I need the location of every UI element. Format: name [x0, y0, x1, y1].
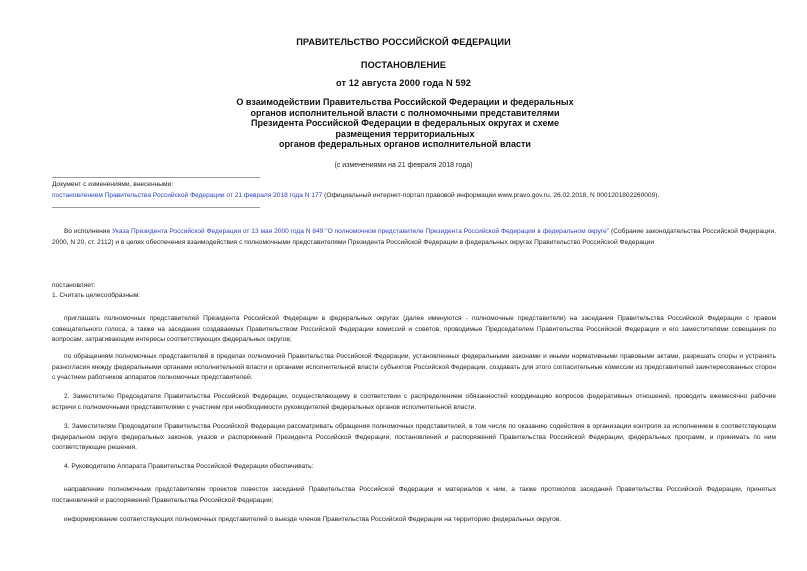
- date-number: от 12 августа 2000 года N 592: [335, 78, 472, 88]
- title-line: органов федеральных органов исполнительной власти: [279, 139, 531, 150]
- clause-4a: направление полномочным представителям проектов повесток заседаний Правительства Российской Федерации и материалов к ним, а также протоколов заседаний Правительства Российской Федерации, принятых постановлений и распоряжений Правительства Российской Федерации;: [52, 486, 776, 504]
- intro-before: Во исполнение: [64, 228, 112, 235]
- title-line: размещения территориальных: [335, 128, 475, 139]
- divider-bottom: [52, 207, 260, 208]
- document-title: [150, 97, 660, 150]
- doc-note-line: [52, 192, 659, 199]
- doc-note-heading: Документ с изменениями, внесенными:: [52, 181, 174, 188]
- decree-link[interactable]: Указа Президента Российской Федерации от 13 мая 2000 года N 849 "О полномочном представителе Президента Российской Федерации в федеральном округе": [112, 228, 610, 235]
- clause-1-heading: 1. Считать целесообразным:: [52, 292, 141, 299]
- clause-1a: приглашать полномочных представителей Президента Российской Федерации в федеральных округах (далее именуются - полномочные представители) на заседания Правительства Российской Федерации с правом совещательного голоса, а также на заседания создаваемых Правительством Российской Федерации комиссий и советов, проводимые Председателем Правительства Российской Федерации и его заместителями совещания по вопросам, затрагивающим интересы соответствующих федеральных округов;: [52, 315, 776, 344]
- divider-top: [52, 177, 260, 178]
- clause-2: 2. Заместителю Председателя Правительства Российской Федерации, осуществляющему в соответствии с распределением обязанностей координацию вопросов федеративных отношений, проводить ежемесячно рабочие встречи с полномочными представителями с участием при необходимости руководителей федеральных органов исполнительной власти.: [52, 393, 776, 411]
- document-type: ПОСТАНОВЛЕНИЕ: [360, 60, 447, 70]
- amendment-link[interactable]: постановлением Правительства Российской Федерации от 21 февраля 2018 года N 177: [52, 192, 323, 199]
- intro-after: (Собрание законодательства Российской Федерации, 2000, N 20, ст. 2112) и в целях обеспечения взаимодействия с полномочными представителями Президента Российской Федерации в федеральных округах Правительство Российской Федерации: [52, 228, 776, 246]
- clause-4-heading: 4. Руководителю Аппарата Правительства Российской Федерации обеспечивать:: [64, 463, 314, 470]
- clause-4b: информирование соответствующих полномочных представителей о выезде членов Правительства Российской Федерации на территорию федеральных округов.: [64, 516, 562, 523]
- title-line: Президента Российской Федерации в федеральных округах и схеме: [251, 118, 559, 129]
- clause-1b: по обращениям полномочных представителей в пределах полномочий Правительства Российской Федерации, установленных федеральными законами и иными нормативными правовыми актами, разрешать споры и устранять разногласия между федеральными органами исполнительной власти и органами исполнительной власти субъектов Российской Федерации, создавать для этого согласительные комиссии из представителей заинтересованных сторон с участием работников аппаратов полномочных представителей.: [52, 353, 776, 382]
- intro-paragraph: [52, 227, 776, 248]
- title-line: О взаимодействии Правительства Российской Федерации и федеральных: [236, 97, 574, 107]
- changes-note: (с изменениями на 21 февраля 2018 года): [334, 162, 473, 169]
- title-line: органов исполнительной власти с полномочными представителями: [250, 107, 560, 118]
- government-heading: ПРАВИТЕЛЬСТВО РОССИЙСКОЙ ФЕДЕРАЦИИ: [296, 37, 511, 47]
- doc-note-source: (Официальный интернет-портал правовой информации www.pravo.gov.ru, 26.02.2018, N 0001201802260009).: [322, 192, 660, 199]
- postanovlyaet: постановляет:: [52, 282, 96, 289]
- clause-3: 3. Заместителям Председателя Правительства Российской Федерации рассматривать обращения полномочных представителей, в том числе по оказанию содействия в организации контроля за исполнением в соответствующем федеральном округе федеральных законов, указов и распоряжений Президента Российской Федерации, постановлений и распоряжений Правительства Российской Федерации, федеральных программ, и принимать по ним соответствующие решения.: [52, 423, 776, 452]
